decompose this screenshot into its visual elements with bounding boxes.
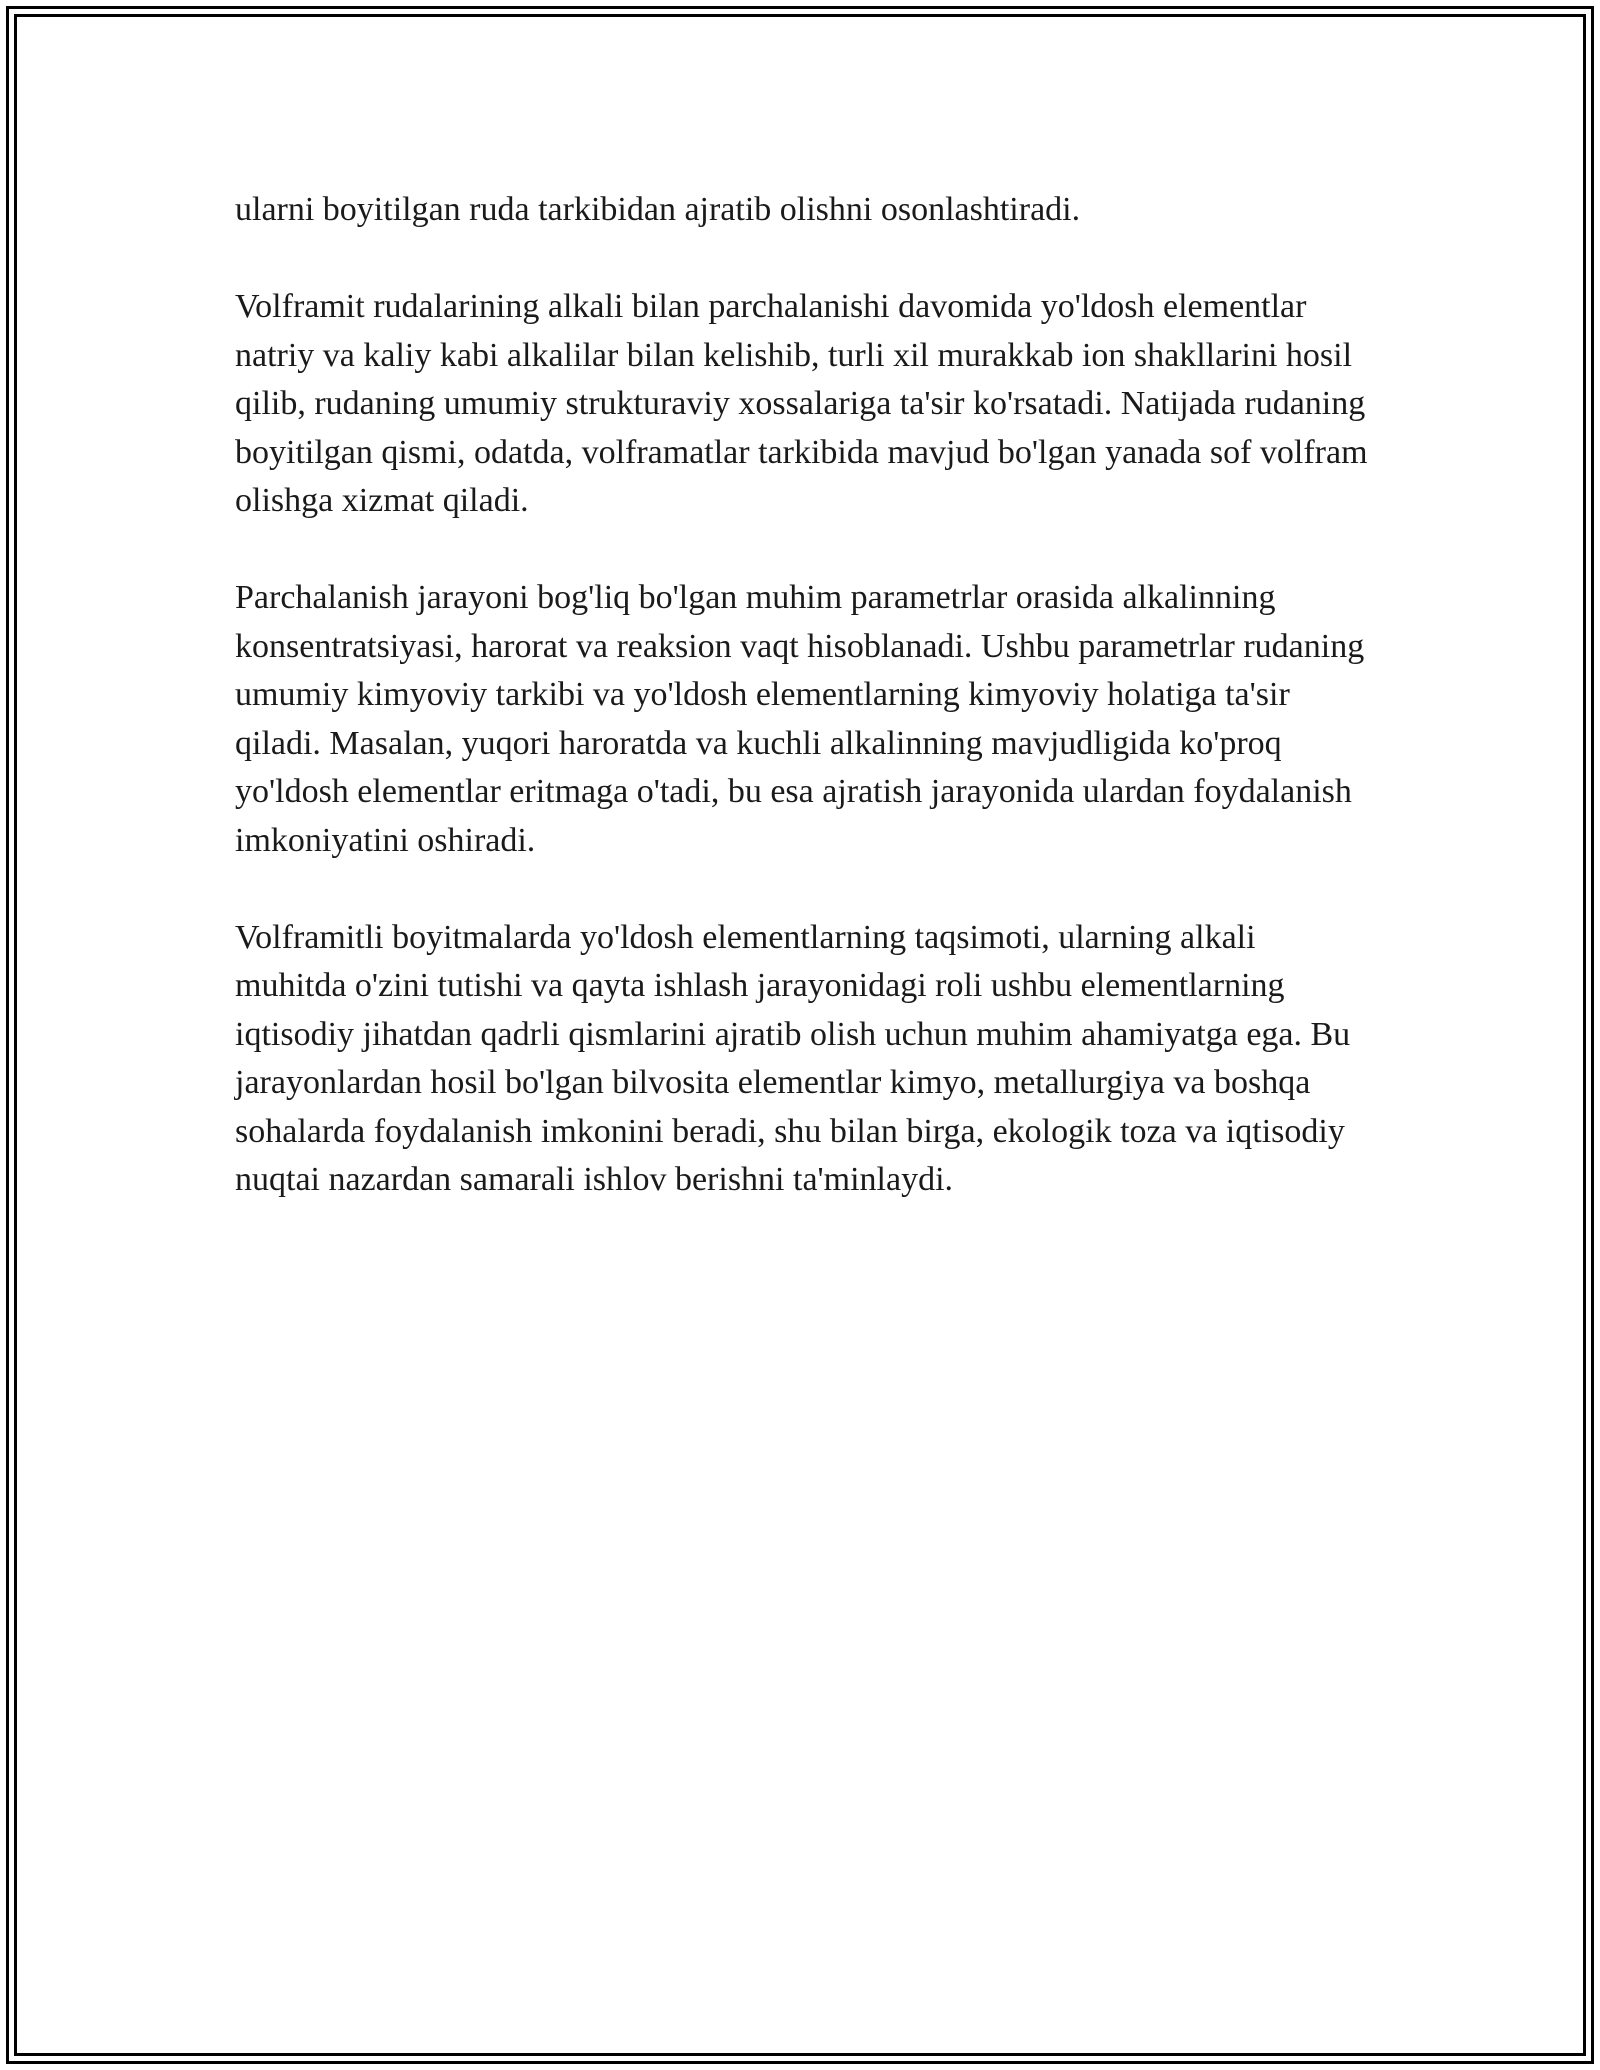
paragraph-1: ularni boyitilgan ruda tarkibidan ajratib olishni osonlashtiradi.	[235, 191, 1081, 228]
paragraph-3: Parchalanish jarayoni bog'liq bo'lgan muhim parametrlar orasida alkalinning konsentratsiyasi, harorat va reaksion vaqt hisoblanadi. Ushbu parametrlar rudaning umumiy kimyoviy tarkibi va yo'ldosh elementlarning kimyoviy holatiga ta'sir qiladi. Masalan, yuqori haroratda va kuchli alkalinning mavjudligida ko'proq yo'ldosh elementlar eritmaga o'tadi, bu esa ajratish jarayonida ulardan foydalanish imkoniyatini oshiradi.	[235, 579, 1365, 859]
paragraph-4: Volframitli boyitmalarda yo'ldosh elementlarning taqsimoti, ularning alkali muhitda o'zini tutishi va qayta ishlash jarayonidagi roli ushbu elementlarning iqtisodiy jihatdan qadrli qismlarini ajratib olish uchun muhim ahamiyatga ega. Bu jarayonlardan hosil bo'lgan bilvosita elementlar kimyo, metallurgiya va boshqa sohalarda foydalanish imkonini beradi, shu bilan birga, ekologik toza va iqtisodiy nuqtai nazardan samarali ishlov berishni ta'minlaydi.	[235, 918, 1351, 1198]
document-body	[235, 186, 1375, 1253]
paragraph-2: Volframit rudalarining alkali bilan parchalanishi davomida yo'ldosh elementlar natriy va kaliy kabi alkalilar bilan kelishib, turli xil murakkab ion shakllarini hosil qilib, rudaning umumiy strukturaviy xossalariga ta'sir ko'rsatadi. Natijada rudaning boyitilgan qismi, odatda, volframatlar tarkibida mavjud bo'lgan yanada sof volfram olishga xizmat qiladi.	[235, 288, 1368, 519]
